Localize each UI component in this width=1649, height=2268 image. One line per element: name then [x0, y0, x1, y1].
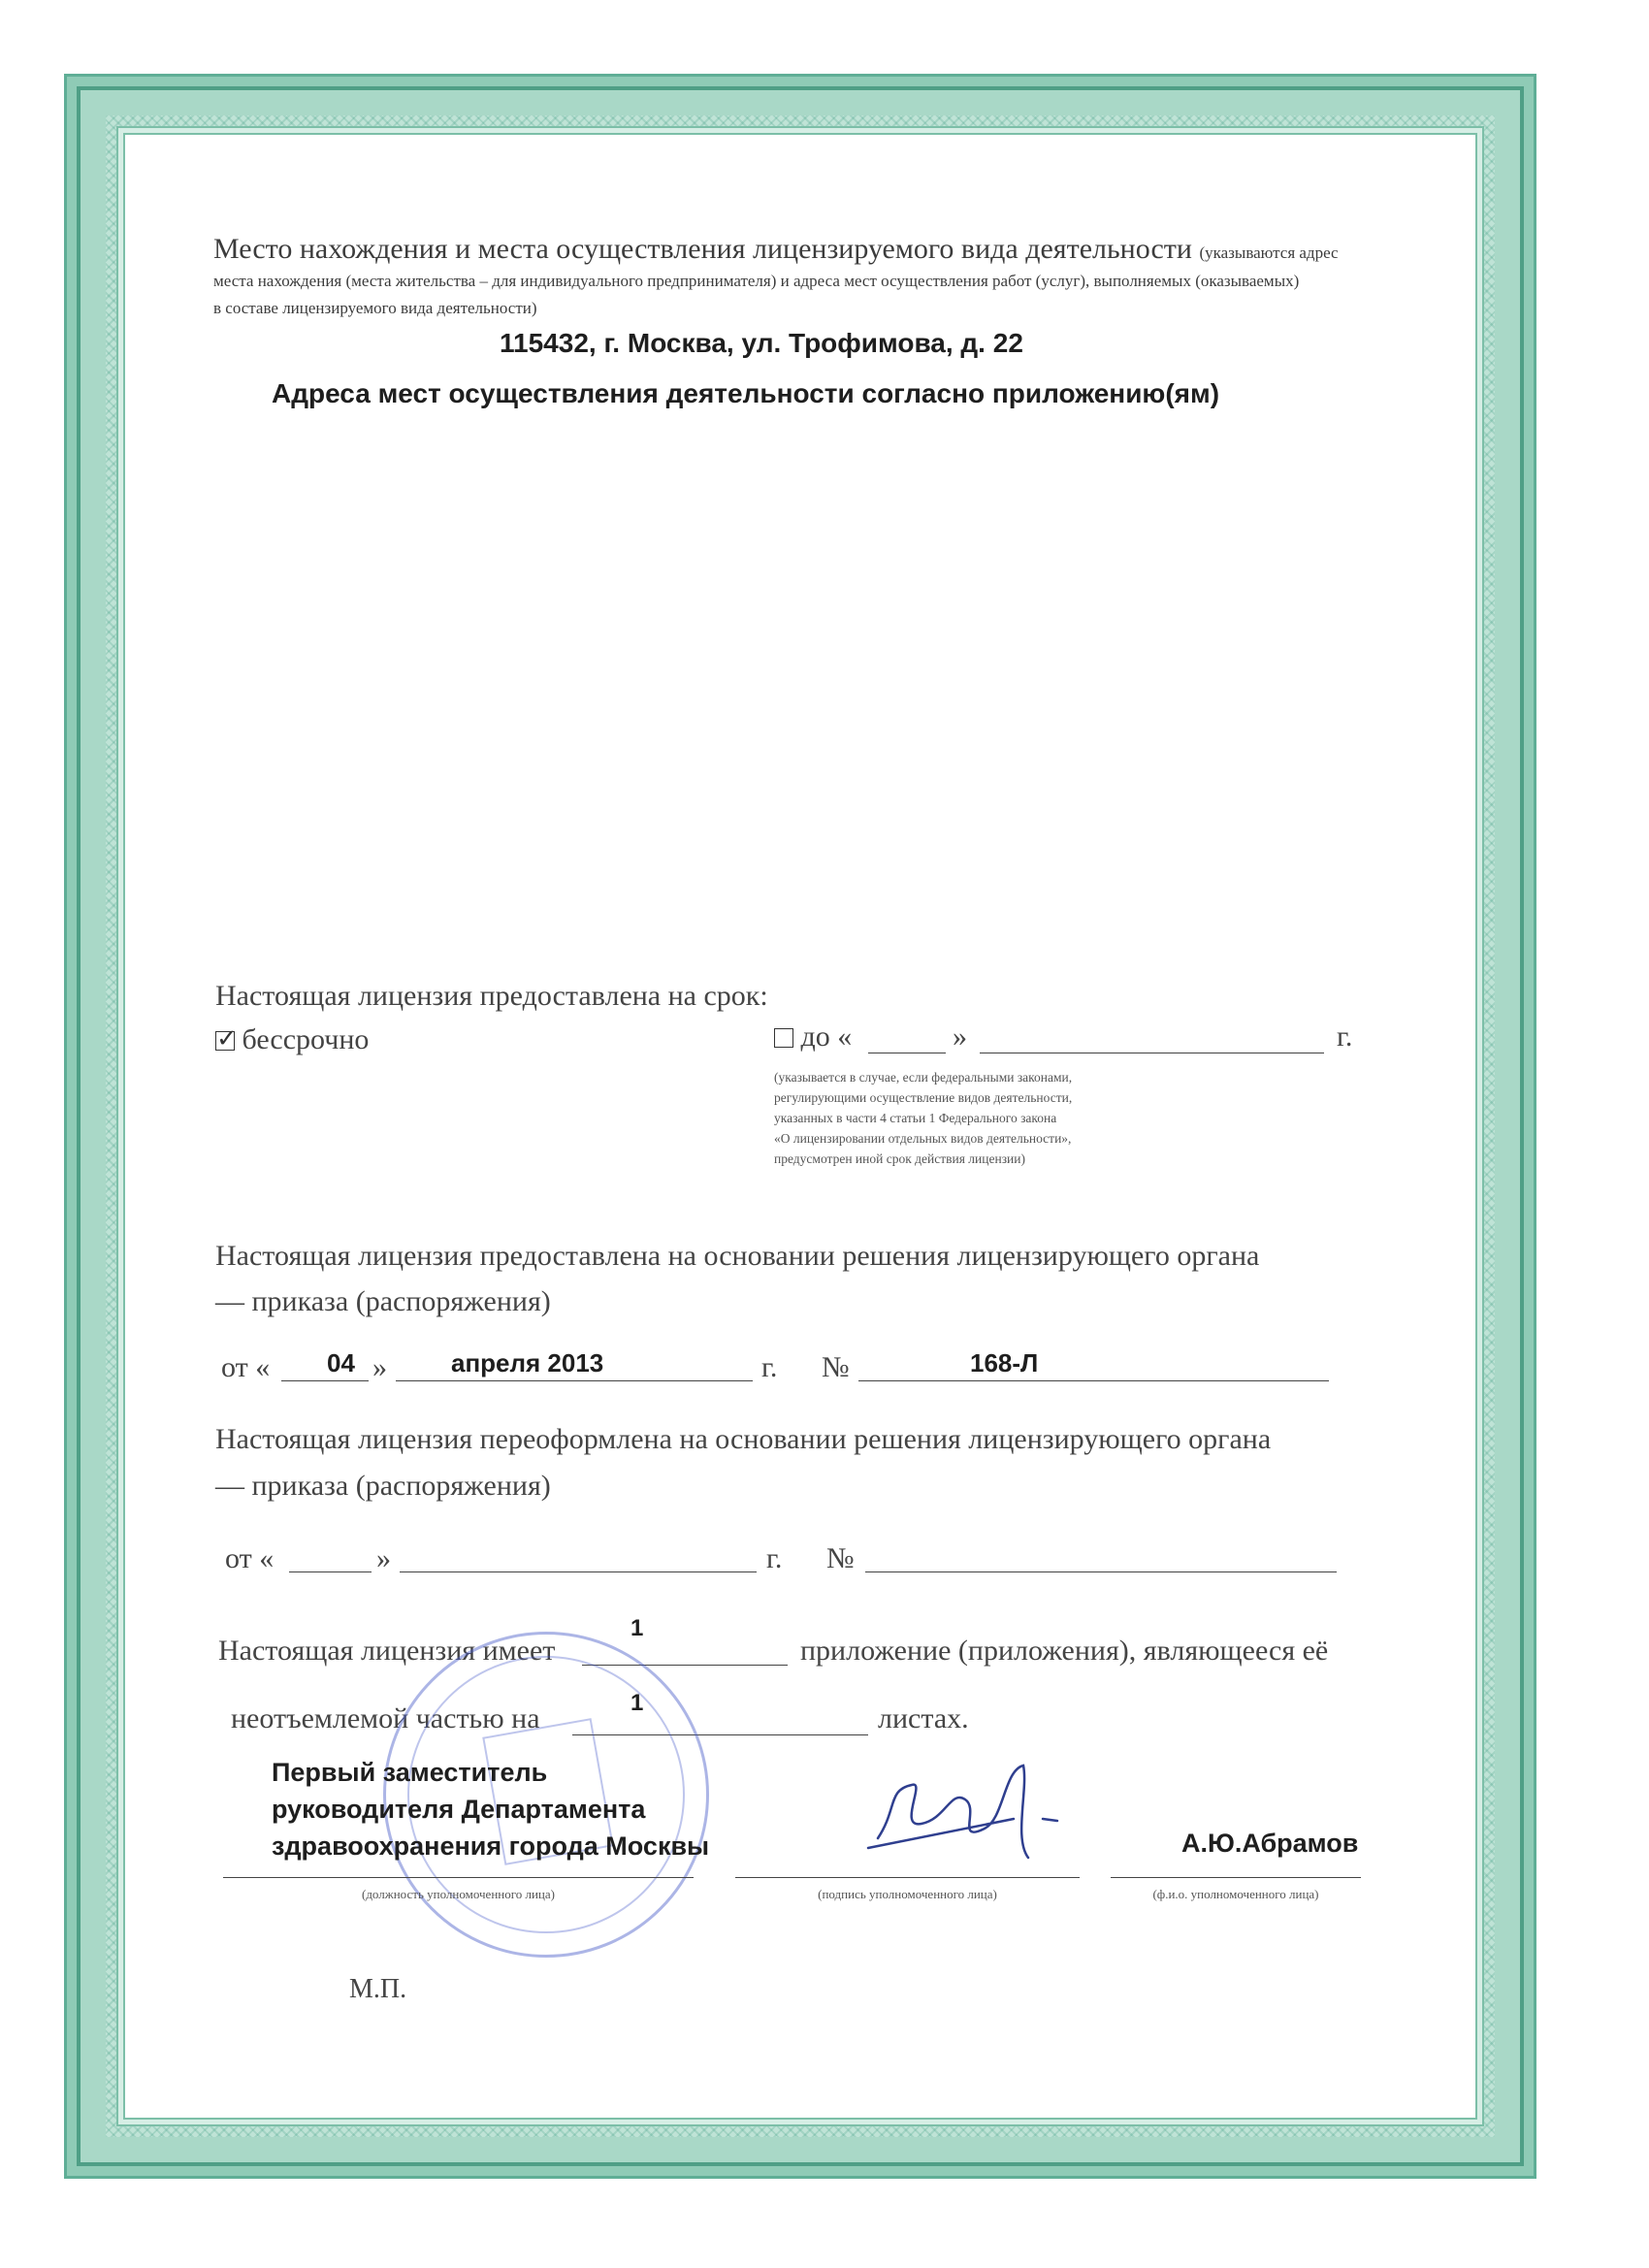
reissued-day-line	[289, 1571, 372, 1572]
appendix-sheets: 1	[630, 1690, 644, 1716]
signature-caption: (подпись уполномоченного лица)	[818, 1887, 997, 1901]
term-note-line: регулирующими осуществление видов деятельности,	[774, 1090, 1073, 1105]
reissued-year-suffix: г.	[766, 1542, 783, 1574]
reissued-close-quote: »	[376, 1542, 391, 1574]
indefinite-label: бессрочно	[242, 1023, 370, 1055]
until-year-suffix: г.	[1337, 1021, 1353, 1053]
granted-number: 168-Л	[970, 1348, 1039, 1377]
term-note-line: «О лицензировании отдельных видов деятельности»,	[774, 1131, 1072, 1146]
header-note-line-3: в составе лицензируемого вида деятельности)	[213, 299, 537, 317]
term-label: Настоящая лицензия предоставлена на срок:	[215, 980, 768, 1012]
license-address: 115432, г. Москва, ул. Трофимова, д. 22	[500, 328, 1023, 358]
granted-line-2: — приказа (распоряжения)	[215, 1285, 551, 1317]
granted-month-year: апреля 2013	[451, 1348, 604, 1377]
until-prefix: до «	[800, 1021, 853, 1053]
term-indefinite-option	[215, 1023, 369, 1056]
reissued-number-line	[865, 1571, 1337, 1572]
granted-year-suffix: г.	[761, 1351, 778, 1383]
reissued-from-prefix: от «	[225, 1542, 275, 1574]
granted-number-label: №	[822, 1351, 850, 1383]
reissued-line-2: — приказа (распоряжения)	[215, 1470, 551, 1502]
reissued-date-line	[400, 1571, 757, 1572]
signatory-position-line-2: руководителя Департамента	[272, 1795, 646, 1824]
granted-date-line	[396, 1380, 753, 1381]
appendix-line1-prefix: Настоящая лицензия имеет	[218, 1635, 556, 1667]
name-line	[1111, 1877, 1361, 1878]
header-title-main: Место нахождения и места осуществления лицензируемого вида деятельности	[213, 233, 1192, 265]
signature-handwriting	[858, 1751, 1082, 1877]
position-caption: (должность уполномоченного лица)	[361, 1887, 555, 1901]
granted-day-line	[281, 1380, 369, 1381]
granted-day: 04	[327, 1348, 355, 1377]
until-close-quote: »	[953, 1021, 967, 1053]
appendix-line1-suffix: приложение (приложения), являющееся её	[800, 1635, 1329, 1667]
granted-close-quote: »	[372, 1351, 387, 1383]
signatory-name: А.Ю.Абрамов	[1181, 1829, 1359, 1858]
reissued-number-label: №	[826, 1542, 855, 1574]
position-line	[223, 1877, 694, 1878]
appendix-line2-suffix: листах.	[878, 1702, 969, 1734]
header-note-line-2: места нахождения (места жительства – для индивидуального предпринимателя) и адреса мест осуществления работ (услуг), выполняемых (оказываемых)	[213, 272, 1300, 290]
addresses-note: Адреса мест осуществления деятельности согласно приложению(ям)	[272, 378, 1220, 408]
name-caption: (ф.и.о. уполномоченного лица)	[1152, 1887, 1319, 1901]
signature-stroke	[868, 1766, 1057, 1858]
indefinite-checkbox	[215, 1024, 238, 1053]
signatory-position-line-3: здравоохранения города Москвы	[272, 1831, 710, 1861]
reissued-line-1: Настоящая лицензия переоформлена на основании решения лицензирующего органа	[215, 1423, 1272, 1455]
granted-from-prefix: от «	[221, 1351, 271, 1383]
term-note	[774, 1067, 1181, 1169]
check-mark-icon: ✓	[216, 1024, 238, 1053]
until-checkbox	[774, 1028, 793, 1048]
term-note-line: указанных в части 4 статьи 1 Федерального закона	[774, 1111, 1057, 1125]
appendix-count: 1	[630, 1615, 644, 1641]
granted-line-1: Настоящая лицензия предоставлена на основании решения лицензирующего органа	[215, 1240, 1260, 1272]
signatory-position-line-1: Первый заместитель	[272, 1758, 548, 1787]
signature-line	[735, 1877, 1080, 1878]
term-note-line: (указывается в случае, если федеральными законами,	[774, 1070, 1073, 1085]
header-title-note: (указываются адрес	[1199, 243, 1339, 262]
seal-place-label: М.П.	[349, 1974, 407, 2004]
appendix-line2-prefix: неотъемлемой частью на	[231, 1702, 540, 1734]
granted-number-line	[858, 1380, 1329, 1381]
header-title	[213, 233, 1339, 266]
term-until-option	[774, 1021, 852, 1053]
term-note-line: предусмотрен иной срок действия лицензии)	[774, 1151, 1025, 1166]
